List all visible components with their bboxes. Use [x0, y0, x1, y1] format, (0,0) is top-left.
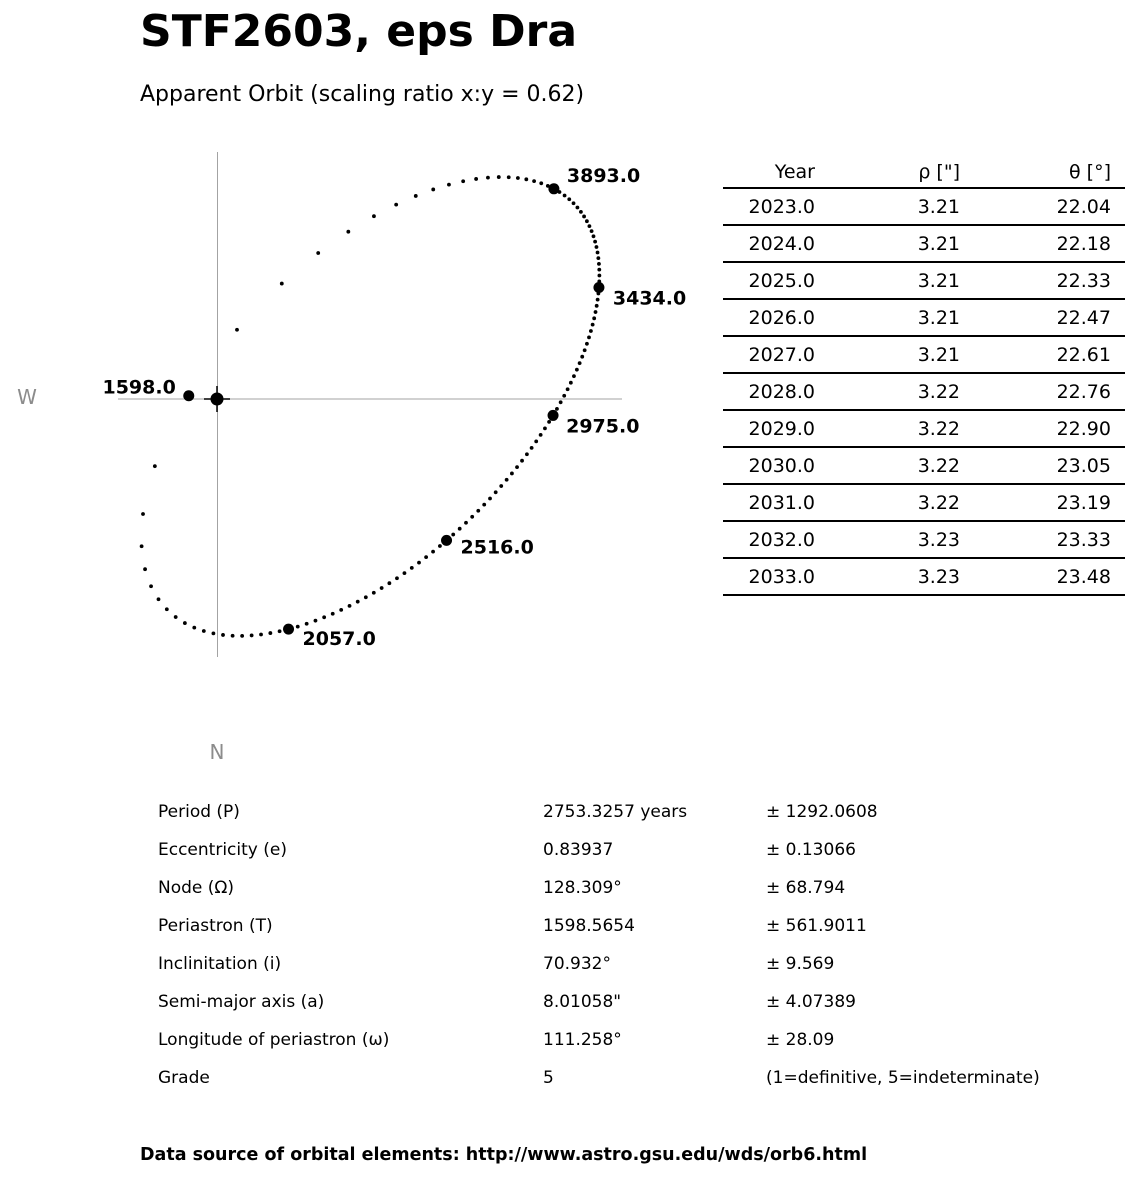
ephemeris-cell: 23.33: [960, 521, 1125, 558]
ephemeris-cell: 2028.0: [723, 373, 815, 410]
element-value: 111.258°: [543, 1030, 622, 1050]
orbit-dot: [474, 177, 478, 181]
orbit-dot: [153, 464, 157, 468]
orbit-dot: [403, 571, 407, 575]
ephemeris-cell: 2026.0: [723, 299, 815, 336]
epoch-label: 3434.0: [612, 287, 687, 310]
epoch-label: 2975.0: [566, 415, 640, 438]
data-source-footer: Data source of orbital elements: http://www.astro.gsu.edu/wds/orb6.html: [140, 1145, 868, 1165]
orbit-dot: [438, 544, 442, 548]
element-row: [158, 907, 1108, 945]
ephemeris-cell: 23.19: [960, 484, 1125, 521]
orbit-dot: [597, 262, 601, 266]
orbit-dot: [583, 348, 587, 352]
orbit-dot: [346, 230, 350, 234]
ephemeris-cell: 22.76: [960, 373, 1125, 410]
orbit-dot: [559, 400, 563, 404]
orbit-dot: [539, 181, 543, 185]
orbit-dot: [364, 595, 368, 599]
ephemeris-cell: 3.22: [815, 373, 960, 410]
orbit-dot: [488, 497, 492, 501]
element-row: [158, 831, 1108, 869]
orbit-dot: [141, 512, 145, 516]
orbit-dot: [507, 175, 511, 179]
orbit-dot: [587, 335, 591, 339]
orbit-dot: [280, 282, 284, 286]
orbit-dot: [451, 533, 455, 537]
ephemeris-cell: 3.21: [815, 262, 960, 299]
ephemeris-cell: 3.22: [815, 410, 960, 447]
element-label: Eccentricity (e): [158, 840, 287, 860]
orbit-dot: [149, 584, 153, 588]
ephemeris-row: [723, 336, 1125, 373]
orbit-dot: [547, 420, 551, 424]
orbit-dot: [486, 176, 490, 180]
orbit-dot: [515, 465, 519, 469]
orbit-dot: [596, 298, 600, 302]
orbit-dot: [417, 561, 421, 565]
orbit-dot: [576, 206, 580, 210]
orbit-dot: [499, 484, 503, 488]
element-error: ± 561.9011: [766, 916, 867, 936]
orbit-dot: [589, 329, 593, 333]
element-label: Node (Ω): [158, 878, 235, 898]
ephemeris-header-row: [723, 157, 1125, 188]
orbit-dot: [380, 586, 384, 590]
orbit-dot: [174, 615, 178, 619]
ephemeris-row: [723, 447, 1125, 484]
ephemeris-row: [723, 521, 1125, 558]
orbit-dot: [461, 179, 465, 183]
orbit-dot: [578, 361, 582, 365]
orbit-dot: [520, 459, 524, 463]
element-value: 128.309°: [543, 878, 622, 898]
ephemeris-cell: 23.05: [960, 447, 1125, 484]
epoch-label: 2516.0: [460, 536, 534, 559]
west-label: W: [17, 385, 37, 409]
orbit-dot: [532, 179, 536, 183]
orbit-dot: [157, 597, 161, 601]
orbit-dot: [580, 355, 584, 359]
orbit-dot: [192, 626, 196, 630]
orbit-dot: [143, 567, 147, 571]
element-error: ± 4.07389: [766, 992, 856, 1012]
epoch-dot: [183, 390, 194, 401]
orbit-dot: [572, 374, 576, 378]
ephemeris-cell: 3.21: [815, 225, 960, 262]
orbit-dot: [250, 634, 254, 638]
orbit-dot: [394, 203, 398, 207]
orbit-dot: [592, 316, 596, 320]
orbit-dot: [597, 274, 601, 278]
orbit-dot: [505, 478, 509, 482]
ephemeris-cell: 3.23: [815, 521, 960, 558]
orbit-dot: [447, 183, 451, 187]
ephemeris-cell: 22.33: [960, 262, 1125, 299]
epoch-dot: [441, 535, 452, 546]
orbit-dot: [387, 581, 391, 585]
orbit-dot: [372, 591, 376, 595]
orbit-dot: [590, 229, 594, 233]
element-value: 0.83937: [543, 840, 614, 860]
orbit-dot: [596, 256, 600, 260]
ephemeris-cell: 23.48: [960, 558, 1125, 595]
ephemeris-row: [723, 373, 1125, 410]
orbit-dot: [414, 194, 418, 198]
orbit-dot: [597, 268, 601, 272]
ephemeris-row: [723, 410, 1125, 447]
ephemeris-cell: 2024.0: [723, 225, 815, 262]
epoch-label: 2057.0: [302, 628, 376, 651]
orbit-dot: [339, 608, 343, 612]
orbit-dot: [476, 509, 480, 513]
primary-star-marker: [211, 393, 224, 406]
orbit-dot: [566, 387, 570, 391]
orbit-dot: [235, 328, 239, 332]
epoch-label: 1598.0: [102, 376, 176, 399]
ephemeris-col-header: θ [°]: [960, 157, 1125, 188]
element-label: Semi-major axis (a): [158, 992, 325, 1012]
orbit-dot: [595, 304, 599, 308]
element-error: ± 0.13066: [766, 840, 856, 860]
ephemeris-cell: 2029.0: [723, 410, 815, 447]
ephemeris-col-header: Year: [723, 157, 815, 188]
orbit-dot: [563, 194, 567, 198]
orbit-dot: [510, 472, 514, 476]
ephemeris-cell: 2027.0: [723, 336, 815, 373]
orbit-dot: [331, 612, 335, 616]
ephemeris-cell: 2032.0: [723, 521, 815, 558]
orbit-dot: [592, 234, 596, 238]
element-error: ± 28.09: [766, 1030, 835, 1050]
element-error: (1=definitive, 5=indeterminate): [766, 1068, 1040, 1088]
element-label: Inclinitation (i): [158, 954, 282, 974]
element-label: Periastron (T): [158, 916, 273, 936]
orbit-dot: [595, 245, 599, 249]
orbit-dot: [202, 629, 206, 633]
ephemeris-col-header: ρ ["]: [815, 157, 960, 188]
orbit-dot: [575, 368, 579, 372]
orbit-dot: [579, 210, 583, 214]
orbit-dot: [582, 215, 586, 219]
orbital-elements-list: [158, 793, 1108, 1097]
orbit-dot: [482, 503, 486, 507]
ephemeris-cell: 2031.0: [723, 484, 815, 521]
orbit-dot: [591, 323, 595, 327]
orbit-dot: [431, 188, 435, 192]
epoch-dot: [283, 624, 294, 635]
orbit-dot: [497, 175, 501, 179]
ephemeris-cell: 22.90: [960, 410, 1125, 447]
orbit-dot: [259, 633, 263, 637]
ephemeris-cell: 2023.0: [723, 188, 815, 225]
orbit-dot: [569, 381, 573, 385]
orbit-dot: [395, 576, 399, 580]
orbit-dot: [516, 176, 520, 180]
element-label: Grade: [158, 1068, 210, 1088]
epoch-dot: [593, 282, 604, 293]
ephemeris-cell: 3.21: [815, 299, 960, 336]
orbit-dot: [424, 555, 428, 559]
element-row: [158, 983, 1108, 1021]
epoch-label: 3893.0: [566, 164, 641, 187]
orbit-dot: [356, 600, 360, 604]
orbit-dot: [567, 197, 571, 201]
orbit-dot: [348, 604, 352, 608]
ephemeris-cell: 22.47: [960, 299, 1125, 336]
element-error: ± 68.794: [766, 878, 846, 898]
north-label: N: [209, 740, 225, 764]
ephemeris-cell: 22.18: [960, 225, 1125, 262]
ephemeris-row: [723, 484, 1125, 521]
orbit-dot: [240, 634, 244, 638]
element-label: Longitude of periastron (ω): [158, 1030, 390, 1050]
orbit-dot: [543, 427, 547, 431]
element-value: 70.932°: [543, 954, 611, 974]
element-value: 5: [543, 1068, 554, 1088]
ephemeris-cell: 3.21: [815, 336, 960, 373]
element-row: [158, 869, 1108, 907]
ephemeris-cell: 2030.0: [723, 447, 815, 484]
orbit-dot: [494, 490, 498, 494]
orbit-dot: [140, 544, 144, 548]
ephemeris-cell: 3.21: [815, 188, 960, 225]
orbit-dot: [524, 177, 528, 181]
orbit-dot: [594, 310, 598, 314]
ephemeris-table: [723, 157, 1125, 596]
orbit-dot: [314, 619, 318, 623]
orbit-dot: [316, 251, 320, 255]
ephemeris-cell: 3.23: [815, 558, 960, 595]
page-title: STF2603, eps Dra: [140, 6, 578, 57]
orbit-dot: [562, 394, 566, 398]
ephemeris-cell: 2025.0: [723, 262, 815, 299]
ephemeris-row: [723, 299, 1125, 336]
ephemeris-cell: 22.61: [960, 336, 1125, 373]
orbit-dot: [555, 407, 559, 411]
ephemeris-row: [723, 558, 1125, 595]
orbit-dot: [464, 521, 468, 525]
orbit-dot: [296, 625, 300, 629]
ephemeris-cell: 22.04: [960, 188, 1125, 225]
orbit-dot: [585, 342, 589, 346]
epoch-dot: [548, 410, 559, 421]
orbit-dot: [458, 527, 462, 531]
orbit-dot: [534, 439, 538, 443]
orbit-dot: [278, 629, 282, 633]
ephemeris-cell: 2033.0: [723, 558, 815, 595]
element-value: 1598.5654: [543, 916, 635, 936]
element-value: 8.01058": [543, 992, 622, 1012]
orbit-dot: [231, 634, 235, 638]
orbit-dot: [183, 621, 187, 625]
orbit-dot: [165, 607, 169, 611]
ephemeris-row: [723, 188, 1125, 225]
ephemeris-row: [723, 225, 1125, 262]
element-error: ± 1292.0608: [766, 802, 878, 822]
orbit-dot: [593, 240, 597, 244]
ephemeris-row: [723, 262, 1125, 299]
orbit-dot: [268, 631, 272, 635]
orbit-dot: [596, 251, 600, 255]
element-value: 2753.3257 years: [543, 802, 688, 822]
orbit-plot: [0, 140, 720, 800]
orbit-dot: [588, 224, 592, 228]
epoch-dot: [548, 183, 559, 194]
orbit-dot: [372, 214, 376, 218]
orbit-dot: [221, 633, 225, 637]
orbit-dot: [410, 566, 414, 570]
orbit-dot: [322, 615, 326, 619]
element-label: Period (P): [158, 802, 240, 822]
element-row: [158, 1021, 1108, 1059]
chart-subtitle: Apparent Orbit (scaling ratio x:y = 0.62): [140, 82, 585, 107]
orbit-dot: [585, 219, 589, 223]
element-row: [158, 945, 1108, 983]
orbit-dot: [525, 452, 529, 456]
orbit-dot: [470, 515, 474, 519]
element-row: [158, 793, 1108, 831]
orbit-dot: [530, 446, 534, 450]
orbit-dot: [431, 550, 435, 554]
orbit-dot: [539, 433, 543, 437]
ephemeris-cell: 3.22: [815, 447, 960, 484]
orbit-dot: [305, 622, 309, 626]
element-row: [158, 1059, 1108, 1097]
orbit-dot: [572, 201, 576, 205]
orbit-dot: [212, 632, 216, 636]
element-error: ± 9.569: [766, 954, 835, 974]
ephemeris-cell: 3.22: [815, 484, 960, 521]
